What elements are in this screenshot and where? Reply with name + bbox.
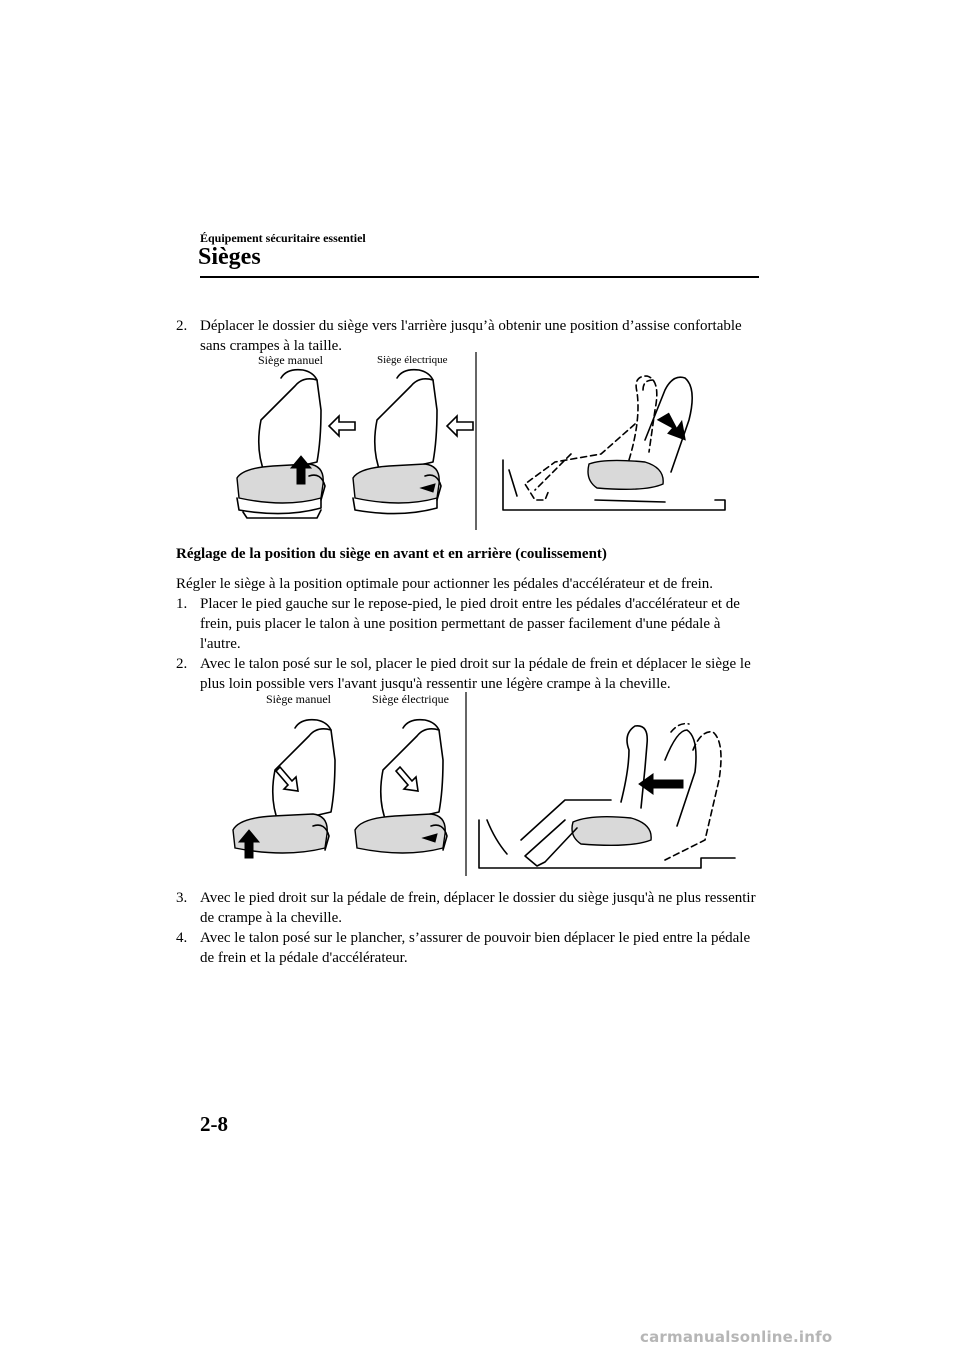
side-view-drawing	[479, 724, 735, 868]
page-number: 2-8	[200, 1112, 228, 1136]
figure1-caption-electric: Siège électrique	[377, 354, 448, 366]
page-title: Sièges	[198, 244, 261, 270]
step-4-check	[176, 928, 756, 968]
step-text: Avec le talon posé sur le plancher, s’assurer de pouvoir bien déplacer le pied entre la pédale de frein et la pédale d'accélérateur.	[200, 930, 751, 966]
step-3-recline	[176, 888, 756, 928]
step-number: 2.	[176, 656, 188, 672]
intro-paragraph: Régler le siège à la position optimale pour actionner les pédales d'accélérateur et de frein.	[176, 576, 714, 592]
step-number: 2.	[176, 318, 188, 334]
step-number: 1.	[176, 596, 188, 612]
electric-seat-drawing	[355, 720, 447, 853]
subheading-slide-adjust: Réglage de la position du siège en avant et en arrière (coulissement)	[176, 546, 607, 562]
figure1-caption-manual: Siège manuel	[258, 353, 323, 367]
step-number: 3.	[176, 890, 188, 906]
manual-seat-drawing	[237, 370, 355, 518]
step-text: Avec le pied droit sur la pédale de frein, déplacer le dossier du siège jusqu'à ne plus ressentir de crampe à la cheville.	[200, 890, 756, 926]
step-text: Avec le talon posé sur le sol, placer le pied droit sur la pédale de frein et déplacer le siège le plus loin possible vers l'avant jusqu'à ressentir une légère crampe à la cheville.	[200, 656, 751, 692]
figure2-slide-illustration	[225, 690, 740, 880]
electric-seat-drawing	[353, 370, 473, 514]
step-1-feet	[176, 594, 756, 654]
step-text: Placer le pied gauche sur le repose-pied, le pied droit entre les pédales d'accélérateur et de frein, puis placer le talon à une position permettant de passer facilement d'une pédale à l'autre.	[200, 596, 740, 652]
site-watermark[interactable]: carmanualsonline.info	[640, 1328, 833, 1346]
figure2-caption-electric: Siège électrique	[372, 692, 449, 706]
header-rule	[200, 276, 759, 278]
figure1-seatback-illustration	[225, 350, 735, 532]
section-label: Équipement sécuritaire essentiel	[200, 231, 366, 245]
figure2-caption-manual: Siège manuel	[266, 692, 331, 706]
manual-seat-drawing	[233, 720, 335, 858]
step-number: 4.	[176, 930, 188, 946]
step-2-slide	[176, 654, 756, 694]
step-text: Déplacer le dossier du siège vers l'arrière jusqu’à obtenir une position d’assise confortable sans crampes à la taille.	[200, 318, 742, 354]
side-view-drawing	[503, 376, 725, 510]
